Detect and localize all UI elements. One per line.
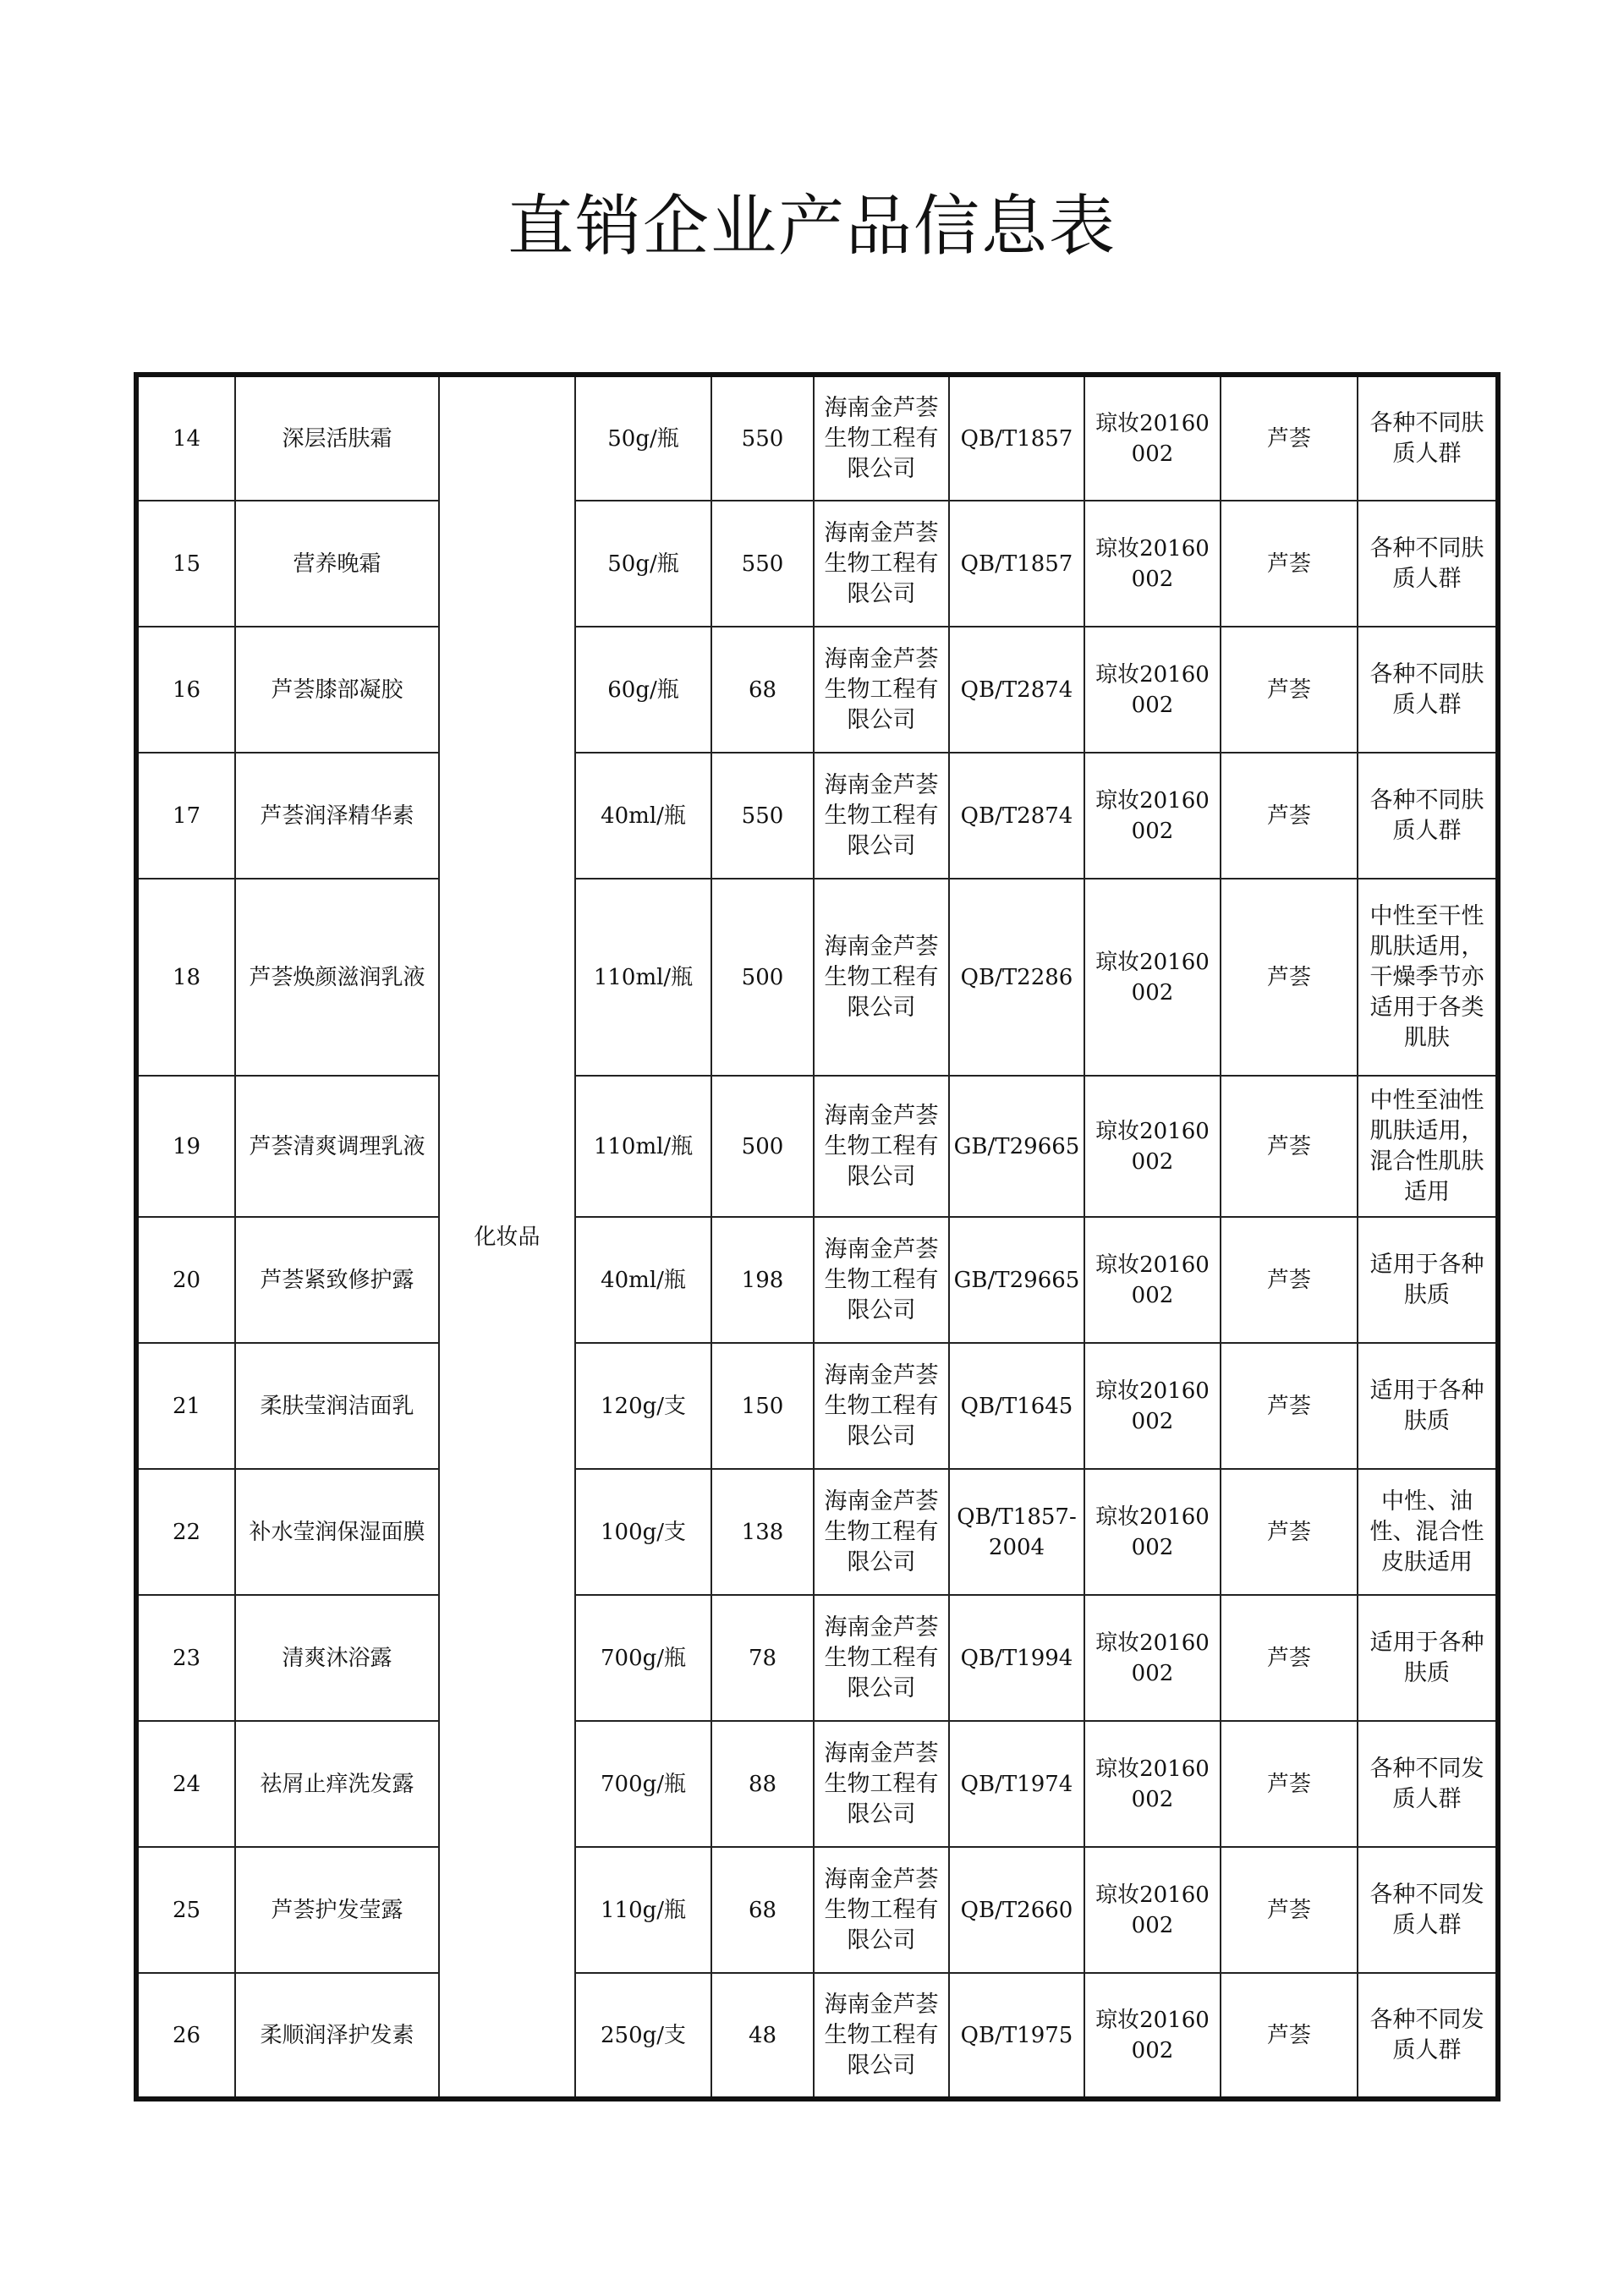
cell-number: 19 <box>136 1076 235 1217</box>
cell-product-name: 芦荟紧致修护露 <box>235 1217 439 1343</box>
cell-license: 琼妆20160002 <box>1084 1973 1221 2099</box>
cell-price: 78 <box>711 1595 814 1721</box>
cell-standard: QB/T1857-2004 <box>949 1469 1084 1595</box>
cell-material: 芦荟 <box>1221 501 1358 627</box>
cell-material: 芦荟 <box>1221 1217 1358 1343</box>
cell-number: 20 <box>136 1217 235 1343</box>
cell-number: 25 <box>136 1847 235 1973</box>
cell-price: 68 <box>711 1847 814 1973</box>
cell-standard: QB/T1857 <box>949 501 1084 627</box>
cell-material: 芦荟 <box>1221 375 1358 501</box>
cell-price: 68 <box>711 627 814 753</box>
cell-license: 琼妆20160002 <box>1084 1721 1221 1847</box>
cell-audience: 各种不同肤质人群 <box>1358 375 1498 501</box>
cell-number: 26 <box>136 1973 235 2099</box>
cell-standard: QB/T1857 <box>949 375 1084 501</box>
cell-material: 芦荟 <box>1221 1595 1358 1721</box>
cell-number: 15 <box>136 501 235 627</box>
cell-audience: 各种不同肤质人群 <box>1358 753 1498 879</box>
cell-specification: 50g/瓶 <box>575 501 711 627</box>
cell-product-name: 深层活肤霜 <box>235 375 439 501</box>
cell-company: 海南金芦荟生物工程有限公司 <box>814 1595 949 1721</box>
cell-audience: 各种不同肤质人群 <box>1358 627 1498 753</box>
cell-number: 18 <box>136 879 235 1076</box>
cell-number: 21 <box>136 1343 235 1469</box>
cell-audience: 适用于各种肤质 <box>1358 1217 1498 1343</box>
cell-specification: 110ml/瓶 <box>575 1076 711 1217</box>
cell-company: 海南金芦荟生物工程有限公司 <box>814 1973 949 2099</box>
cell-number: 22 <box>136 1469 235 1595</box>
cell-specification: 50g/瓶 <box>575 375 711 501</box>
table-row <box>136 1595 1498 1721</box>
cell-price: 48 <box>711 1973 814 2099</box>
cell-product-name: 营养晚霜 <box>235 501 439 627</box>
cell-company: 海南金芦荟生物工程有限公司 <box>814 1343 949 1469</box>
table-body <box>136 375 1498 2099</box>
table-row <box>136 375 1498 501</box>
table-row <box>136 1847 1498 1973</box>
cell-product-name: 清爽沐浴露 <box>235 1595 439 1721</box>
cell-license: 琼妆20160002 <box>1084 1847 1221 1973</box>
cell-company: 海南金芦荟生物工程有限公司 <box>814 1217 949 1343</box>
cell-material: 芦荟 <box>1221 753 1358 879</box>
cell-license: 琼妆20160002 <box>1084 1469 1221 1595</box>
cell-price: 550 <box>711 375 814 501</box>
cell-license: 琼妆20160002 <box>1084 501 1221 627</box>
cell-product-name: 芦荟膝部凝胶 <box>235 627 439 753</box>
cell-audience: 适用于各种肤质 <box>1358 1343 1498 1469</box>
cell-material: 芦荟 <box>1221 1847 1358 1973</box>
cell-company: 海南金芦荟生物工程有限公司 <box>814 1076 949 1217</box>
cell-standard: QB/T2286 <box>949 879 1084 1076</box>
cell-product-name: 柔肤莹润洁面乳 <box>235 1343 439 1469</box>
cell-company: 海南金芦荟生物工程有限公司 <box>814 627 949 753</box>
table-row <box>136 1973 1498 2099</box>
cell-number: 24 <box>136 1721 235 1847</box>
cell-license: 琼妆20160002 <box>1084 1343 1221 1469</box>
cell-specification: 110g/瓶 <box>575 1847 711 1973</box>
table-row <box>136 501 1498 627</box>
cell-product-name: 芦荟焕颜滋润乳液 <box>235 879 439 1076</box>
cell-price: 150 <box>711 1343 814 1469</box>
cell-category: 化妆品 <box>439 375 575 2099</box>
cell-audience: 各种不同发质人群 <box>1358 1973 1498 2099</box>
cell-specification: 100g/支 <box>575 1469 711 1595</box>
cell-company: 海南金芦荟生物工程有限公司 <box>814 753 949 879</box>
cell-price: 500 <box>711 1076 814 1217</box>
cell-material: 芦荟 <box>1221 1076 1358 1217</box>
cell-company: 海南金芦荟生物工程有限公司 <box>814 501 949 627</box>
cell-product-name: 芦荟护发莹露 <box>235 1847 439 1973</box>
cell-product-name: 补水莹润保湿面膜 <box>235 1469 439 1595</box>
cell-license: 琼妆20160002 <box>1084 1595 1221 1721</box>
cell-material: 芦荟 <box>1221 1973 1358 2099</box>
cell-product-name: 祛屑止痒洗发露 <box>235 1721 439 1847</box>
cell-number: 23 <box>136 1595 235 1721</box>
cell-standard: QB/T2660 <box>949 1847 1084 1973</box>
cell-price: 198 <box>711 1217 814 1343</box>
table-row <box>136 753 1498 879</box>
cell-standard: QB/T1974 <box>949 1721 1084 1847</box>
cell-price: 550 <box>711 501 814 627</box>
cell-specification: 40ml/瓶 <box>575 1217 711 1343</box>
cell-product-name: 柔顺润泽护发素 <box>235 1973 439 2099</box>
cell-specification: 700g/瓶 <box>575 1721 711 1847</box>
cell-number: 14 <box>136 375 235 501</box>
cell-company: 海南金芦荟生物工程有限公司 <box>814 1721 949 1847</box>
cell-material: 芦荟 <box>1221 627 1358 753</box>
cell-license: 琼妆20160002 <box>1084 879 1221 1076</box>
cell-audience: 中性、油性、混合性皮肤适用 <box>1358 1469 1498 1595</box>
cell-company: 海南金芦荟生物工程有限公司 <box>814 1847 949 1973</box>
cell-standard: GB/T29665 <box>949 1217 1084 1343</box>
cell-company: 海南金芦荟生物工程有限公司 <box>814 375 949 501</box>
cell-specification: 250g/支 <box>575 1973 711 2099</box>
cell-price: 500 <box>711 879 814 1076</box>
cell-number: 16 <box>136 627 235 753</box>
cell-material: 芦荟 <box>1221 1343 1358 1469</box>
cell-company: 海南金芦荟生物工程有限公司 <box>814 1469 949 1595</box>
cell-audience: 各种不同发质人群 <box>1358 1721 1498 1847</box>
cell-license: 琼妆20160002 <box>1084 1076 1221 1217</box>
cell-standard: QB/T1994 <box>949 1595 1084 1721</box>
table-row <box>136 1076 1498 1217</box>
product-info-table <box>134 372 1501 2101</box>
table-row <box>136 879 1498 1076</box>
cell-specification: 40ml/瓶 <box>575 753 711 879</box>
cell-license: 琼妆20160002 <box>1084 753 1221 879</box>
cell-price: 88 <box>711 1721 814 1847</box>
cell-license: 琼妆20160002 <box>1084 1217 1221 1343</box>
cell-specification: 120g/支 <box>575 1343 711 1469</box>
cell-price: 550 <box>711 753 814 879</box>
cell-standard: QB/T1645 <box>949 1343 1084 1469</box>
table-row <box>136 1469 1498 1595</box>
cell-audience: 适用于各种肤质 <box>1358 1595 1498 1721</box>
cell-material: 芦荟 <box>1221 1469 1358 1595</box>
product-table-container <box>134 372 1495 2101</box>
cell-audience: 各种不同发质人群 <box>1358 1847 1498 1973</box>
cell-standard: QB/T1975 <box>949 1973 1084 2099</box>
table-row <box>136 1343 1498 1469</box>
table-row <box>136 627 1498 753</box>
cell-number: 17 <box>136 753 235 879</box>
cell-standard: QB/T2874 <box>949 627 1084 753</box>
cell-audience: 各种不同肤质人群 <box>1358 501 1498 627</box>
page-title: 直销企业产品信息表 <box>507 189 1116 265</box>
cell-company: 海南金芦荟生物工程有限公司 <box>814 879 949 1076</box>
cell-audience: 中性至油性肌肤适用，混合性肌肤适用 <box>1358 1076 1498 1217</box>
cell-specification: 110ml/瓶 <box>575 879 711 1076</box>
cell-material: 芦荟 <box>1221 1721 1358 1847</box>
cell-material: 芦荟 <box>1221 879 1358 1076</box>
table-row <box>136 1721 1498 1847</box>
cell-price: 138 <box>711 1469 814 1595</box>
cell-standard: QB/T2874 <box>949 753 1084 879</box>
cell-product-name: 芦荟润泽精华素 <box>235 753 439 879</box>
table-row <box>136 1217 1498 1343</box>
cell-license: 琼妆20160002 <box>1084 375 1221 501</box>
cell-specification: 700g/瓶 <box>575 1595 711 1721</box>
cell-license: 琼妆20160002 <box>1084 627 1221 753</box>
cell-standard: GB/T29665 <box>949 1076 1084 1217</box>
cell-specification: 60g/瓶 <box>575 627 711 753</box>
cell-audience: 中性至干性肌肤适用，干燥季节亦适用于各类肌肤 <box>1358 879 1498 1076</box>
cell-product-name: 芦荟清爽调理乳液 <box>235 1076 439 1217</box>
